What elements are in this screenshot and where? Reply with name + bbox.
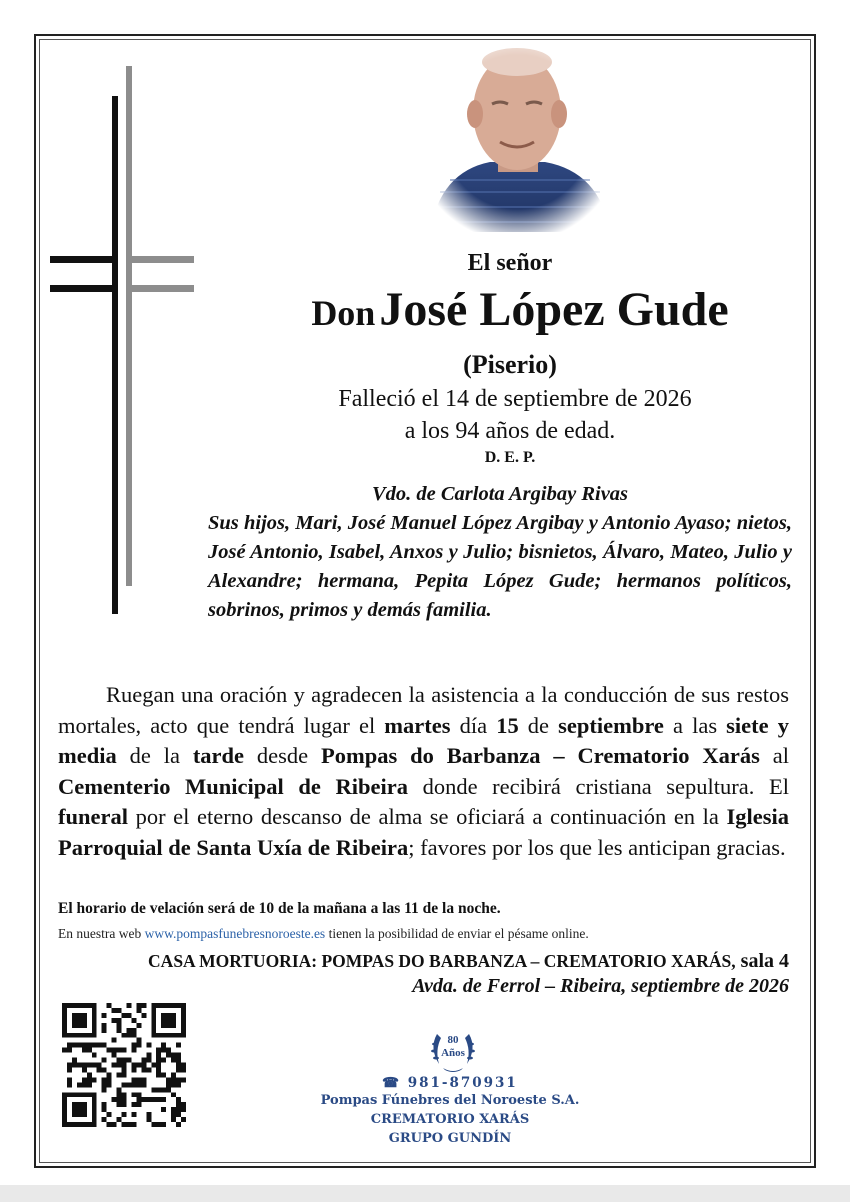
deceased-name <box>230 282 810 337</box>
logo-word: Años <box>441 1047 465 1059</box>
ceremony-text: de <box>518 712 559 738</box>
family-text: Sus hijos, Mari, José Manuel López Argibay y Antonio Ayaso; nietos, José Antonio, Isabel, Anxos y Julio; bisnietos, Álvaro, Mateo, Julio y Alexandre; hermana, Pepita López Gude; hermanos políticos, sobrinos, primos y demás familia. <box>208 512 792 621</box>
ceremony-bold: Cementerio Municipal de Ribeira <box>58 773 408 799</box>
address-line: Avda. de Ferrol – Ribeira, septiembre de 2026 <box>412 975 789 997</box>
phone-number: 981-870931 <box>407 1075 518 1091</box>
vigil-hours: El horario de velación será de 10 de la mañana a las 11 de la noche. <box>58 900 501 917</box>
dep-text: D. E. P. <box>484 449 536 466</box>
age-line: a los 94 años de edad. <box>404 418 616 444</box>
widower-line: Vdo. de Carlota Argibay Rivas <box>371 483 629 505</box>
funeral-home-name: CASA MORTUORIA: POMPAS DO BARBANZA – CREMATORIO XARÁS, <box>148 951 736 971</box>
ceremony-bold: septiembre <box>558 712 664 738</box>
cross-arm-gray-upper <box>126 256 194 263</box>
cross-icon <box>50 66 200 616</box>
ceremony-bold: siete y media <box>58 712 789 768</box>
name-prefix: Don <box>311 293 376 333</box>
web-notice <box>58 926 789 942</box>
ceremony-paragraph <box>58 680 789 863</box>
full-name: José López Gude <box>379 283 729 336</box>
ceremony-text: ; favores por los que les anticipan gracias. <box>408 834 786 860</box>
ceremony-text: donde recibirá cristiana sepultura. El <box>408 773 789 799</box>
ceremony-text: a las <box>663 712 727 738</box>
qr-code[interactable] <box>62 1003 186 1127</box>
company-name: Pompas Fúnebres del Noroeste S.A. <box>320 1093 580 1108</box>
ceremony-bold: martes <box>384 712 451 738</box>
cross-vertical-black <box>112 96 118 614</box>
family-block <box>208 480 792 625</box>
crematorium-name: CREMATORIO XARÁS <box>370 1112 530 1127</box>
title-prefix: El señor <box>467 250 553 276</box>
cross-vertical-gray <box>126 66 132 586</box>
group-name: GRUPO GUNDÍN <box>388 1131 512 1146</box>
ceremony-text: de la <box>116 743 193 768</box>
nickname: (Piserio) <box>463 350 557 379</box>
ceremony-bold: Pompas do Barbanza – Crematorio Xarás <box>321 743 760 768</box>
logo-number: 80 <box>447 1034 459 1046</box>
funeral-home-line <box>58 950 789 973</box>
ceremony-bold: Iglesia Parroquial de Santa Uxía de Ribeira <box>58 804 789 860</box>
room-number: sala 4 <box>735 950 789 972</box>
ceremony-bold: 15 <box>496 712 519 738</box>
ceremony-text: día <box>450 712 497 738</box>
web-text-before: En nuestra web <box>58 926 145 941</box>
website-link[interactable]: www.pompasfunebresnoroeste.es <box>144 926 326 941</box>
phone-icon: ☎ <box>382 1075 401 1091</box>
death-date: Falleció el 14 de septiembre de 2026 <box>338 386 692 412</box>
bottom-band <box>0 1185 850 1202</box>
cross-arm-black-lower <box>50 285 118 292</box>
portrait-photo <box>420 42 615 242</box>
ceremony-text: al <box>759 743 789 768</box>
cross-arm-black-upper <box>50 256 118 263</box>
ceremony-text: desde <box>244 743 322 768</box>
ceremony-bold: funeral <box>58 804 128 829</box>
company-footer <box>280 1075 620 1148</box>
ceremony-text: por el eterno descanso de alma se oficiará a continuación en la <box>128 804 727 829</box>
ceremony-bold: tarde <box>192 743 245 768</box>
cross-arm-gray-lower <box>126 285 194 292</box>
logo-text <box>425 1034 481 1060</box>
ceremony-text: Ruegan una oración y agradecen la asistencia a la conducción de sus restos mortales, acto que tendrá lugar el <box>58 682 789 738</box>
phone-line <box>280 1075 620 1091</box>
web-text-after: tienen la posibilidad de enviar el pésame online. <box>325 926 589 941</box>
